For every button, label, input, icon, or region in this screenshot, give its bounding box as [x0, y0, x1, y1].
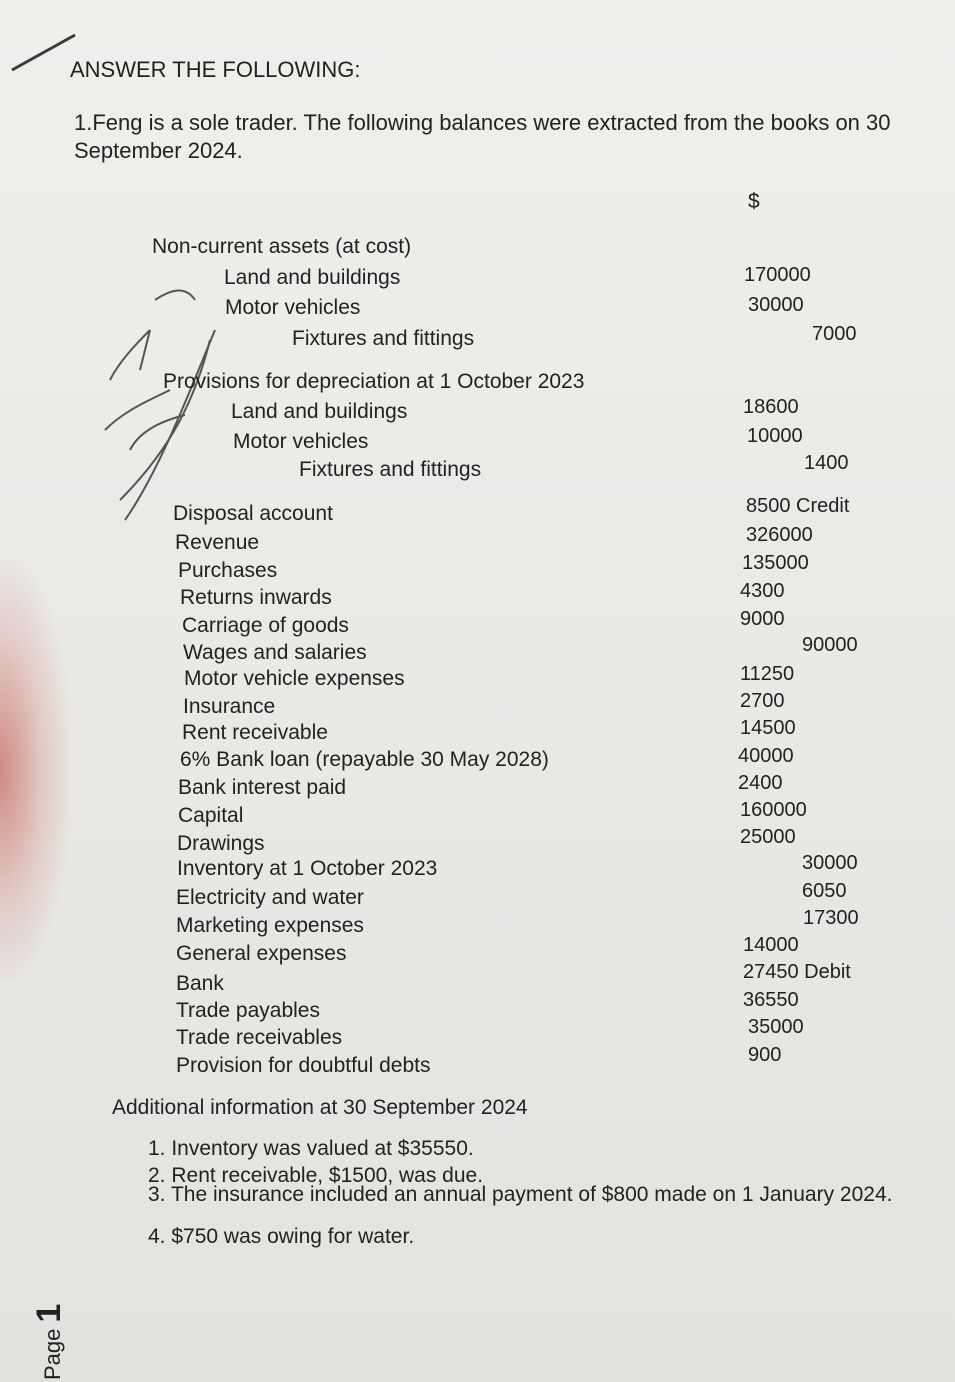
- page-heading: ANSWER THE FOLLOWING:: [70, 57, 361, 82]
- balance-amount: 14500: [740, 717, 796, 739]
- page-number: 1: [30, 1303, 68, 1323]
- balance-label: Provision for doubtful debts: [176, 1054, 431, 1077]
- additional-item: 3. The insurance included an annual payment of $800 made on 1 January 2024.: [148, 1183, 893, 1206]
- balance-label: Drawings: [177, 832, 265, 855]
- additional-heading: Additional information at 30 September 2024: [112, 1096, 528, 1119]
- noncurrent-amount: 170000: [744, 264, 811, 286]
- balance-label: Purchases: [178, 559, 278, 582]
- balance-label: Insurance: [183, 695, 276, 718]
- provision-amount: 1400: [804, 452, 849, 474]
- additional-item: 1. Inventory was valued at $35550.: [148, 1137, 474, 1160]
- noncurrent-label: Motor vehicles: [225, 296, 361, 319]
- balance-label: Bank interest paid: [178, 776, 347, 799]
- balance-label: Disposal account: [173, 502, 333, 525]
- balance-label: Returns inwards: [180, 586, 332, 609]
- intro-line-1: 1.Feng is a sole trader. The following balances were extracted from the books on 30: [74, 110, 891, 135]
- balance-amount: 135000: [742, 552, 809, 574]
- balance-label: Wages and salaries: [183, 641, 367, 664]
- balance-amount: 14000: [743, 934, 799, 956]
- balance-amount: 9000: [740, 608, 785, 630]
- noncurrent-label: Land and buildings: [224, 266, 401, 289]
- balance-amount: 35000: [748, 1016, 804, 1038]
- provision-label: Motor vehicles: [233, 430, 369, 453]
- balance-label: Inventory at 1 October 2023: [177, 857, 438, 880]
- balance-label: Bank: [176, 972, 224, 995]
- balance-amount: 17300: [803, 907, 859, 929]
- balance-label: Motor vehicle expenses: [184, 667, 405, 690]
- page-label-text: Page: [40, 1328, 65, 1380]
- additional-item: 2. Rent receivable, $1500, was due.: [148, 1164, 484, 1187]
- noncurrent-label: Fixtures and fittings: [292, 327, 475, 350]
- noncurrent-amount: 7000: [812, 323, 857, 345]
- balance-amount: 90000: [802, 634, 858, 656]
- balance-label: Trade payables: [176, 999, 320, 1022]
- noncurrent-heading: Non-current assets (at cost): [152, 235, 412, 258]
- page-footer: [30, 1304, 69, 1380]
- balance-amount: 4300: [740, 580, 785, 602]
- balance-label: Electricity and water: [176, 886, 364, 909]
- noncurrent-amount: 30000: [748, 294, 804, 316]
- provision-label: Land and buildings: [231, 400, 408, 423]
- balance-amount: 8500 Credit: [746, 495, 850, 517]
- balance-amount: 2700: [740, 690, 785, 712]
- balance-amount: 30000: [802, 852, 858, 874]
- intro-line-2: September 2024.: [74, 138, 243, 163]
- balance-amount: 900: [748, 1044, 782, 1066]
- balance-amount: 160000: [740, 799, 807, 821]
- balance-amount: 27450 Debit: [743, 961, 851, 983]
- provisions-heading: Provisions for depreciation at 1 October 2023: [163, 370, 585, 393]
- balance-label: Carriage of goods: [182, 614, 349, 637]
- balance-amount: 326000: [746, 524, 813, 546]
- balance-label: Revenue: [175, 531, 260, 554]
- provision-label: Fixtures and fittings: [299, 458, 482, 481]
- balance-label: General expenses: [176, 942, 347, 965]
- balance-amount: 25000: [740, 826, 796, 848]
- balance-label: Marketing expenses: [176, 914, 364, 937]
- balance-amount: 40000: [738, 745, 794, 767]
- balance-label: Capital: [178, 804, 244, 827]
- balance-label: Trade receivables: [176, 1026, 343, 1049]
- balance-label: 6% Bank loan (repayable 30 May 2028): [180, 748, 549, 771]
- balance-amount: 2400: [738, 772, 783, 794]
- currency-header: $: [748, 190, 760, 213]
- balance-amount: 36550: [743, 989, 799, 1011]
- provision-amount: 10000: [747, 425, 803, 447]
- balance-amount: 11250: [740, 663, 795, 685]
- provision-amount: 18600: [743, 396, 799, 418]
- balance-amount: 6050: [802, 880, 847, 902]
- balance-label: Rent receivable: [182, 721, 328, 744]
- additional-item: 4. $750 was owing for water.: [148, 1225, 415, 1248]
